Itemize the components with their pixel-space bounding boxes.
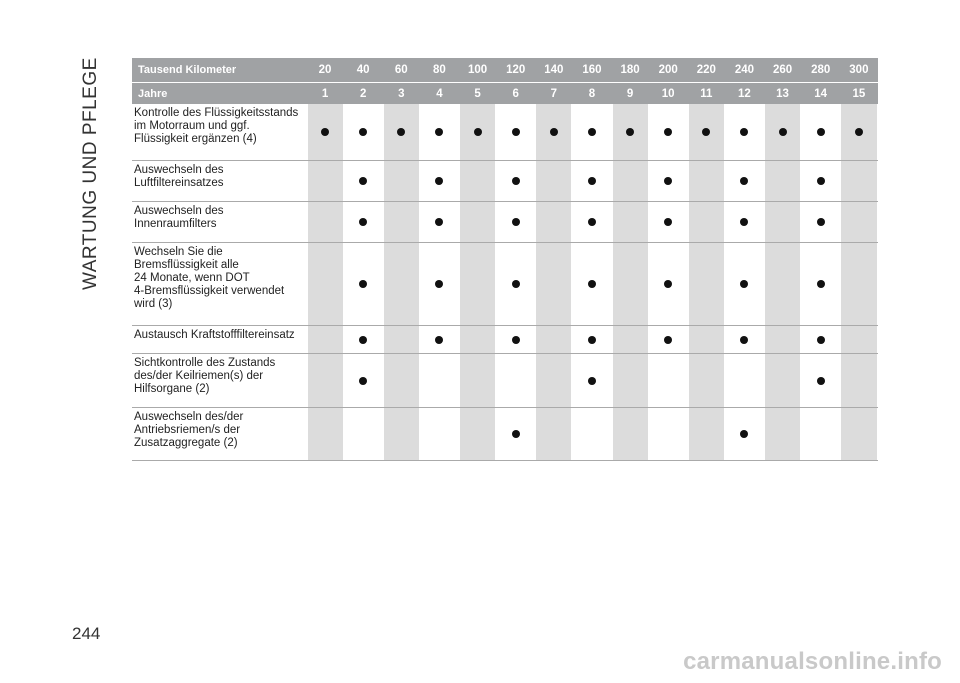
maintenance-dot-icon (512, 218, 520, 226)
schedule-cell (764, 326, 802, 354)
year-header-cell: 5 (459, 83, 497, 104)
schedule-cell (344, 161, 382, 202)
schedule-cell (764, 408, 802, 461)
maintenance-schedule-table (132, 58, 878, 461)
maintenance-dot-icon (588, 280, 596, 288)
maintenance-dot-icon (397, 128, 405, 136)
maintenance-dot-icon (855, 128, 863, 136)
schedule-cell (764, 243, 802, 326)
km-header-cell: 120 (497, 58, 535, 83)
schedule-cell (535, 326, 573, 354)
schedule-cell (687, 326, 725, 354)
maintenance-dot-icon (588, 218, 596, 226)
schedule-cell (611, 161, 649, 202)
schedule-cell (420, 243, 458, 326)
schedule-cell (764, 354, 802, 408)
schedule-cell (459, 202, 497, 243)
schedule-cell (420, 202, 458, 243)
table-row (132, 243, 878, 326)
schedule-cell (420, 408, 458, 461)
schedule-cell (611, 408, 649, 461)
maintenance-dot-icon (626, 128, 634, 136)
schedule-cell (573, 202, 611, 243)
schedule-cell (306, 326, 344, 354)
schedule-cell (306, 408, 344, 461)
schedule-cell (382, 104, 420, 161)
km-header-cell: 40 (344, 58, 382, 83)
row-label: Sichtkontrolle des Zustands des/der Keilriemen(s) der Hilfsorgane (2) (132, 354, 306, 408)
schedule-cell (802, 326, 840, 354)
year-header-cell: 2 (344, 83, 382, 104)
schedule-cell (687, 104, 725, 161)
km-header-cell: 200 (649, 58, 687, 83)
schedule-cell (459, 161, 497, 202)
maintenance-dot-icon (550, 128, 558, 136)
years-header-row (132, 83, 878, 104)
schedule-cell (611, 202, 649, 243)
maintenance-dot-icon (664, 177, 672, 185)
schedule-cell (649, 326, 687, 354)
schedule-cell (725, 202, 763, 243)
row-label: Auswechseln des Luftfiltereinsatzes (132, 161, 306, 202)
maintenance-dot-icon (512, 280, 520, 288)
maintenance-dot-icon (740, 280, 748, 288)
schedule-cell (573, 408, 611, 461)
schedule-cell (497, 326, 535, 354)
maintenance-dot-icon (740, 128, 748, 136)
km-header-cell: 100 (459, 58, 497, 83)
year-header-cell: 10 (649, 83, 687, 104)
schedule-cell (382, 202, 420, 243)
maintenance-dot-icon (740, 336, 748, 344)
schedule-cell (344, 104, 382, 161)
schedule-cell (306, 354, 344, 408)
row-label: Kontrolle des Flüssigkeitsstands im Motorraum und ggf. Flüssigkeit ergänzen (4) (132, 104, 306, 161)
schedule-cell (382, 326, 420, 354)
schedule-cell (344, 243, 382, 326)
schedule-cell (764, 104, 802, 161)
maintenance-dot-icon (588, 177, 596, 185)
year-header-cell: 13 (764, 83, 802, 104)
schedule-cell (382, 161, 420, 202)
schedule-cell (840, 243, 878, 326)
year-header-cell: 4 (420, 83, 458, 104)
year-header-cell: 3 (382, 83, 420, 104)
schedule-cell (687, 161, 725, 202)
maintenance-dot-icon (359, 218, 367, 226)
schedule-cell (306, 161, 344, 202)
schedule-cell (382, 243, 420, 326)
maintenance-dot-icon (664, 218, 672, 226)
schedule-cell (459, 408, 497, 461)
km-header-cell: 280 (802, 58, 840, 83)
schedule-cell (649, 243, 687, 326)
schedule-cell (725, 326, 763, 354)
schedule-cell (611, 354, 649, 408)
schedule-cell (649, 354, 687, 408)
maintenance-dot-icon (359, 128, 367, 136)
schedule-cell (649, 408, 687, 461)
row-label: Austausch Kraftstofffiltereinsatz (132, 326, 306, 354)
table-row (132, 326, 878, 354)
schedule-cell (420, 354, 458, 408)
maintenance-dot-icon (817, 280, 825, 288)
maintenance-dot-icon (740, 177, 748, 185)
schedule-cell (497, 354, 535, 408)
schedule-cell (344, 408, 382, 461)
maintenance-dot-icon (588, 336, 596, 344)
km-header-cell: 260 (764, 58, 802, 83)
maintenance-dot-icon (664, 280, 672, 288)
schedule-cell (573, 104, 611, 161)
km-header-cell: 180 (611, 58, 649, 83)
schedule-cell (497, 202, 535, 243)
schedule-cell (420, 161, 458, 202)
schedule-cell (802, 243, 840, 326)
table-row (132, 408, 878, 461)
maintenance-dot-icon (512, 336, 520, 344)
year-header-cell: 11 (687, 83, 725, 104)
schedule-cell (459, 326, 497, 354)
schedule-cell (497, 408, 535, 461)
year-header-cell: 14 (802, 83, 840, 104)
schedule-cell (802, 104, 840, 161)
years-header-label: Jahre (132, 83, 306, 104)
maintenance-dot-icon (817, 377, 825, 385)
schedule-cell (535, 161, 573, 202)
schedule-cell (573, 326, 611, 354)
maintenance-dot-icon (435, 218, 443, 226)
maintenance-dot-icon (435, 177, 443, 185)
maintenance-dot-icon (664, 336, 672, 344)
year-header-cell: 7 (535, 83, 573, 104)
schedule-cell (611, 326, 649, 354)
schedule-cell (382, 408, 420, 461)
section-title-vertical: WARTUNG UND PFLEGE (80, 57, 101, 290)
maintenance-dot-icon (359, 280, 367, 288)
maintenance-dot-icon (359, 377, 367, 385)
schedule-cell (535, 202, 573, 243)
table-row (132, 161, 878, 202)
maintenance-dot-icon (321, 128, 329, 136)
maintenance-dot-icon (588, 128, 596, 136)
schedule-cell (420, 104, 458, 161)
schedule-cell (802, 408, 840, 461)
table-row (132, 202, 878, 243)
page-number: 244 (72, 624, 101, 643)
schedule-cell (535, 243, 573, 326)
row-label: Wechseln Sie die Bremsflüssigkeit alle 24 Monate, wenn DOT 4-Bremsflüssigkeit verwendet wird (3) (132, 243, 306, 326)
year-header-cell: 9 (611, 83, 649, 104)
schedule-cell (497, 243, 535, 326)
schedule-cell (459, 354, 497, 408)
schedule-cell (306, 202, 344, 243)
schedule-cell (725, 354, 763, 408)
schedule-cell (344, 202, 382, 243)
schedule-cell (459, 243, 497, 326)
schedule-cell (306, 104, 344, 161)
schedule-cell (687, 354, 725, 408)
maintenance-dot-icon (435, 280, 443, 288)
schedule-cell (459, 104, 497, 161)
maintenance-dot-icon (702, 128, 710, 136)
schedule-cell (840, 326, 878, 354)
schedule-cell (535, 104, 573, 161)
schedule-cell (420, 326, 458, 354)
maintenance-dot-icon (817, 177, 825, 185)
watermark: carmanualsonline.info (683, 648, 942, 675)
maintenance-dot-icon (664, 128, 672, 136)
row-label: Auswechseln des Innenraumfilters (132, 202, 306, 243)
km-header-cell: 220 (687, 58, 725, 83)
schedule-cell (840, 161, 878, 202)
table-body (132, 104, 878, 461)
maintenance-dot-icon (588, 377, 596, 385)
row-label: Auswechseln des/der Antriebsriemen/s der Zusatzaggregate (2) (132, 408, 306, 461)
maintenance-dot-icon (817, 128, 825, 136)
km-header-label: Tausend Kilometer (132, 58, 306, 83)
km-header-cell: 60 (382, 58, 420, 83)
maintenance-dot-icon (474, 128, 482, 136)
km-header-cell: 140 (535, 58, 573, 83)
schedule-cell (497, 104, 535, 161)
schedule-cell (611, 104, 649, 161)
schedule-cell (725, 104, 763, 161)
km-header-cell: 20 (306, 58, 344, 83)
year-header-cell: 8 (573, 83, 611, 104)
table-row (132, 104, 878, 161)
schedule-cell (535, 354, 573, 408)
schedule-cell (535, 408, 573, 461)
schedule-cell (802, 202, 840, 243)
maintenance-dot-icon (359, 336, 367, 344)
year-header-cell: 1 (306, 83, 344, 104)
schedule-cell (725, 161, 763, 202)
schedule-cell (306, 243, 344, 326)
schedule-cell (802, 161, 840, 202)
schedule-cell (725, 243, 763, 326)
km-header-row (132, 58, 878, 83)
schedule-cell (840, 104, 878, 161)
year-header-cell: 6 (497, 83, 535, 104)
schedule-cell (687, 202, 725, 243)
maintenance-dot-icon (435, 128, 443, 136)
schedule-cell (725, 408, 763, 461)
maintenance-dot-icon (779, 128, 787, 136)
schedule-cell (573, 354, 611, 408)
year-header-cell: 12 (725, 83, 763, 104)
schedule-cell (649, 161, 687, 202)
table-row (132, 354, 878, 408)
schedule-cell (687, 243, 725, 326)
maintenance-dot-icon (512, 128, 520, 136)
maintenance-dot-icon (740, 430, 748, 438)
schedule-cell (573, 243, 611, 326)
maintenance-dot-icon (817, 336, 825, 344)
km-header-cell: 80 (420, 58, 458, 83)
schedule-cell (382, 354, 420, 408)
schedule-cell (497, 161, 535, 202)
schedule-cell (687, 408, 725, 461)
year-header-cell: 15 (840, 83, 878, 104)
schedule-cell (840, 354, 878, 408)
schedule-cell (649, 202, 687, 243)
schedule-cell (764, 202, 802, 243)
schedule-cell (611, 243, 649, 326)
maintenance-dot-icon (740, 218, 748, 226)
maintenance-dot-icon (512, 430, 520, 438)
maintenance-dot-icon (817, 218, 825, 226)
schedule-cell (802, 354, 840, 408)
schedule-cell (573, 161, 611, 202)
km-header-cell: 300 (840, 58, 878, 83)
schedule-cell (649, 104, 687, 161)
schedule-cell (840, 408, 878, 461)
schedule-cell (840, 202, 878, 243)
maintenance-dot-icon (359, 177, 367, 185)
schedule-cell (344, 354, 382, 408)
schedule-cell (344, 326, 382, 354)
km-header-cell: 160 (573, 58, 611, 83)
schedule-cell (764, 161, 802, 202)
km-header-cell: 240 (725, 58, 763, 83)
maintenance-dot-icon (435, 336, 443, 344)
maintenance-dot-icon (512, 177, 520, 185)
